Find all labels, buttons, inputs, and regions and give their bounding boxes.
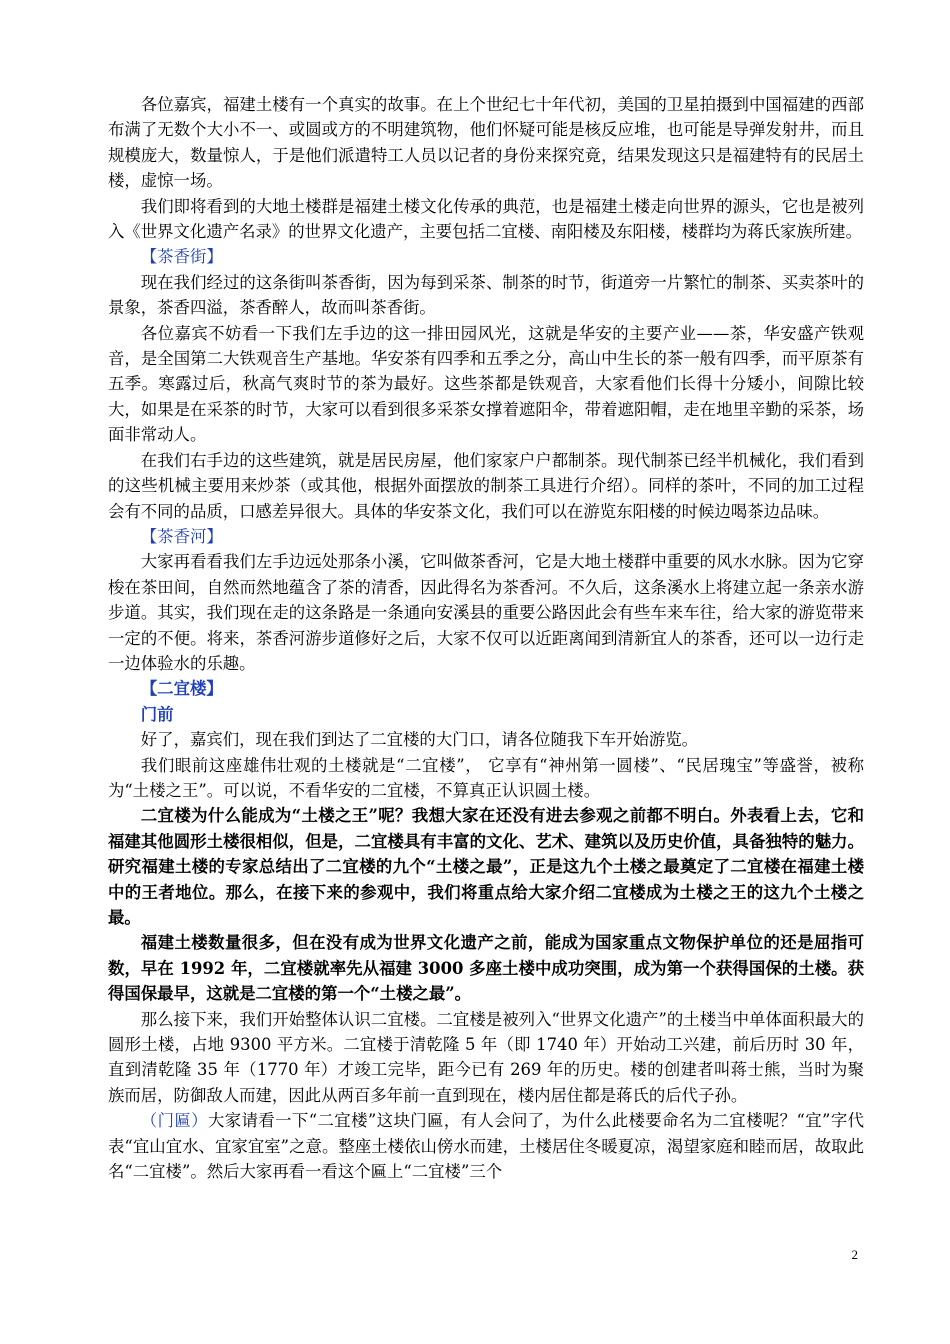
heading-chaxianghe: 【茶香河】 bbox=[140, 526, 223, 546]
door-plaque-label: （门匾） bbox=[140, 1111, 208, 1131]
document-body bbox=[108, 92, 864, 1184]
paragraph-tea-fields: 各位嘉宾不妨看一下我们左手边的这一排田园风光，这就是华安的主要产业——茶，华安盛产铁观音，是全国第二大铁观音生产基地。华安茶有四季和五季之分，高山中生长的茶一般有四季，而平原茶有五季。寒露过后，秋高气爽时节的茶为最好。这些茶都是铁观音，大家看他们长得十分矮小，间隙比较大，如果是在采茶的时节，大家可以看到很多采茶女撑着遮阳伞，带着遮阳帽，走在地里辛勤的采茶，场面非常动人。 bbox=[108, 323, 864, 445]
heading-chaxiangjie: 【茶香街】 bbox=[140, 247, 223, 267]
paragraph-door-plaque bbox=[108, 1108, 864, 1184]
paragraph-overview: 那么接下来，我们开始整体认识二宜楼。二宜楼是被列入“世界文化遗产”的土楼当中单体面积最大的圆形土楼，占地 9300 平方米。二宜楼于清乾隆 5 年（即 1740 年）开始动工兴建，前后历时 30 年，直到清乾隆 35 年（1770 年）才竣工完毕，距今已有 269 年的历史。楼的创建者叫蒋士熊，当时为聚族而居，防御敌人而建，因此从两百多年前一直到现在，楼内居住都是蒋氏的后代子孙。 bbox=[108, 1009, 864, 1105]
heading-menqian: 门前 bbox=[140, 704, 174, 724]
paragraph-first-record: 福建土楼数量很多，但在没有成为世界文化遗产之前，能成为国家重点文物保护单位的还是屈指可数，早在 1992 年，二宜楼就率先从福建 3000 多座土楼中成功突围，成为第一个获得国保的土楼。获得国保最早，这就是二宜楼的第一个“土楼之最”。 bbox=[108, 933, 864, 1004]
paragraph-tulou-king: 我们眼前这座雄伟壮观的土楼就是“二宜楼”， 它享有“神州第一圆楼”、“民居瑰宝”等盛誉，被称为“土楼之王”。可以说，不看华安的二宜楼，不算真正认识圆土楼。 bbox=[108, 755, 864, 800]
paragraph-chaxiangjie: 现在我们经过的这条街叫茶香街，因为每到采茶、制茶的时节，街道旁一片繁忙的制茶、买卖茶叶的景象，茶香四溢，茶香醉人，故而叫茶香街。 bbox=[108, 272, 864, 318]
heading-eryilou: 【二宜楼】 bbox=[140, 679, 223, 699]
door-plaque-text: 大家请看一下“二宜楼”这块门匾，有人会问了，为什么此楼要命名为二宜楼呢？“宜”字代表“宜山宜水、宜家宜室”之意。整座土楼依山傍水而建，土楼居住冬暖夏凉，渴望家庭和睦而居，故取此名“二宜楼”。然后大家再看一看这个匾上“二宜楼”三个 bbox=[108, 1111, 865, 1182]
paragraph-tea-houses: 在我们右手边的这些建筑，就是居民房屋，他们家家户户都制茶。现代制茶已经半机械化，我们看到的这些机械主要用来炒茶（或其他，根据外面摆放的制茶工具进行介绍）。同样的茶叶，不同的加工过程会有不同的品质，口感差异很大。具体的华安茶文化，我们可以在游览东阳楼的时候边喝茶边品味。 bbox=[108, 450, 864, 521]
paragraph-chaxianghe: 大家再看看我们左手边远处那条小溪，它叫做茶香河，它是大地土楼群中重要的风水水脉。因为它穿梭在茶田间，自然而然地蕴含了茶的清香，因此得名为茶香河。不久后，这条溪水上将建立起一条亲水游步道。其实，我们现在走的这条路是一条通向安溪县的重要公路因此会有些车来车往，给大家的游览带来一定的不便。将来，茶香河游步道修好之后，大家不仅可以近距离闻到清新宜人的茶香，还可以一边行走一边体验水的乐趣。 bbox=[108, 552, 864, 673]
paragraph-arrival: 好了，嘉宾们，现在我们到达了二宜楼的大门口，请各位随我下车开始游览。 bbox=[140, 730, 699, 750]
paragraph-why-king: 二宜楼为什么能成为“土楼之王”呢？我想大家在还没有进去参观之前都不明白。外表看上去，它和福建其他圆形土楼很相似，但是，二宜楼具有丰富的文化、艺术、建筑以及历史价值，具备独特的魅力。研究福建土楼的专家总结出了二宜楼的九个“土楼之最”，正是这九个土楼之最奠定了二宜楼在福建土楼中的王者地位。那么，在接下来的参观中，我们将重点给大家介绍二宜楼成为土楼之王的这九个土楼之最。 bbox=[108, 806, 864, 927]
paragraph-intro-story: 各位嘉宾，福建土楼有一个真实的故事。在上个世纪七十年代初，美国的卫星拍摄到中国福建的西部布满了无数个大小不一、或圆或方的不明建筑物，他们怀疑可能是核反应堆，也可能是导弹发射井，而且规模庞大，数量惊人，于是他们派遣特工人员以记者的身份来探究竟，结果发现这只是福建特有的民居土楼，虚惊一场。 bbox=[108, 95, 864, 191]
paragraph-dadi-tulou: 我们即将看到的大地土楼群是福建土楼文化传承的典范，也是福建土楼走向世界的源头，它也是被列入《世界文化遗产名录》的世界文化遗产，主要包括二宜楼、南阳楼及东阳楼，楼群均为蒋氏家族所建。 bbox=[108, 196, 864, 242]
page-number: 2 bbox=[851, 1247, 858, 1262]
